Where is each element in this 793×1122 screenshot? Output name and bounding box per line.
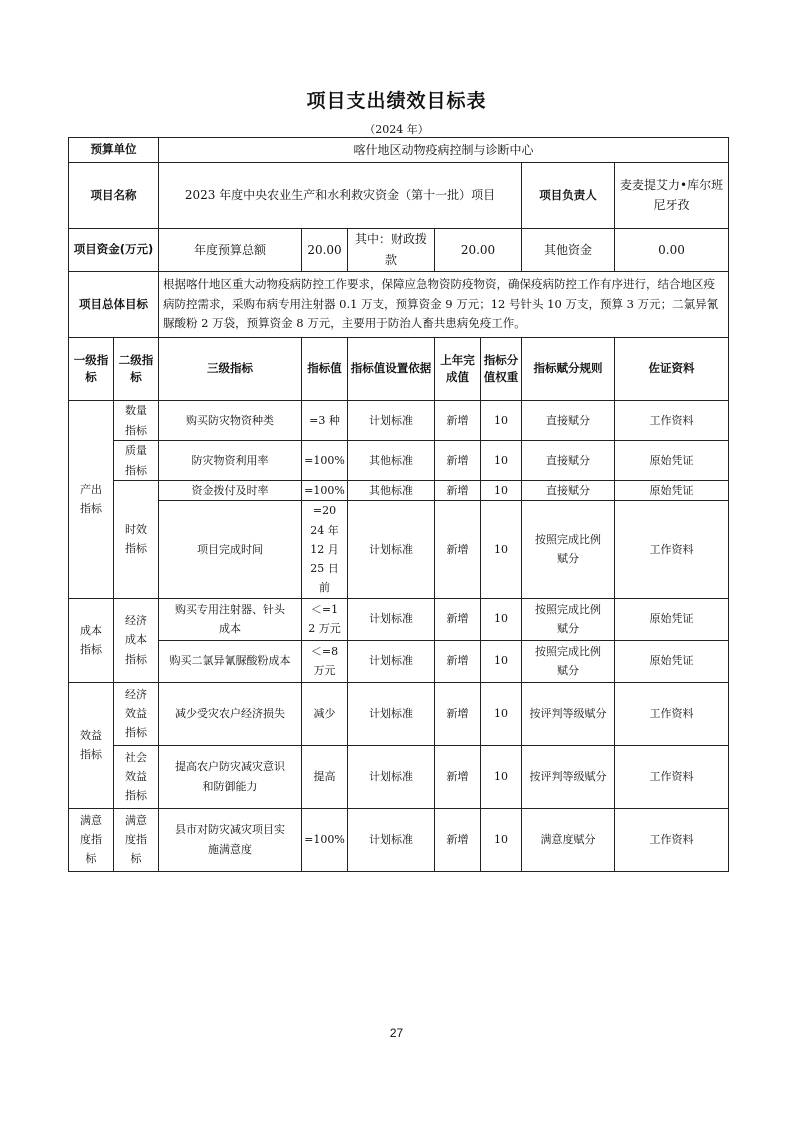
other-funds-label: 其他资金 [522, 229, 615, 272]
header-row [69, 338, 729, 401]
year-label: （2024 年） [364, 123, 429, 136]
evidence-cell: 原始凭证 [615, 481, 729, 501]
indicator-cell: 购买防灾物资种类 [159, 401, 302, 441]
header-evidence: 佐证资料 [615, 338, 729, 401]
goal-label: 项目总体目标 [69, 272, 159, 338]
weight-cell: 10 [481, 640, 522, 682]
weight-cell: 10 [481, 501, 522, 598]
value-cell: =2024 年 12 月 25 日前 [302, 501, 348, 598]
indicator-cell: 资金拨付及时率 [159, 481, 302, 501]
header-value: 指标值 [302, 338, 348, 401]
funds-label: 项目资金(万元) [69, 229, 159, 272]
last-year-cell: 新增 [435, 401, 481, 441]
last-year-cell: 新增 [435, 441, 481, 481]
rule-cell: 按照完成比例赋分 [522, 501, 615, 598]
indicator-cell: 购买专用注射器、针头成本 [159, 598, 302, 640]
subgroup-economic-benefit: 经济效益指标 [114, 682, 159, 745]
rule-cell: 按照完成比例赋分 [522, 598, 615, 640]
evidence-cell: 工作资料 [615, 401, 729, 441]
last-year-cell: 新增 [435, 598, 481, 640]
group-benefit: 效益指标 [69, 682, 114, 808]
header-level3: 三级指标 [159, 338, 302, 401]
manager-value: 麦麦提艾力•库尔班尼牙孜 [615, 163, 729, 229]
header-level1: 一级指标 [69, 338, 114, 401]
weight-cell: 10 [481, 441, 522, 481]
last-year-cell: 新增 [435, 640, 481, 682]
basis-cell: 计划标准 [348, 598, 435, 640]
last-year-cell: 新增 [435, 808, 481, 871]
indicator-cell: 减少受灾农户经济损失 [159, 682, 302, 745]
header-weight: 指标分值权重 [481, 338, 522, 401]
subgroup-economic-cost: 经济成本指标 [114, 598, 159, 682]
annual-budget-value: 20.00 [302, 229, 348, 272]
value-cell: ＜=12 万元 [302, 598, 348, 640]
value-cell: =3 种 [302, 401, 348, 441]
table-row [69, 441, 729, 481]
basis-cell: 其他标准 [348, 441, 435, 481]
subgroup-satisfaction: 满意度指标 [114, 808, 159, 871]
indicator-cell: 县市对防灾减灾项目实施满意度 [159, 808, 302, 871]
evidence-cell: 工作资料 [615, 745, 729, 808]
basis-cell: 计划标准 [348, 745, 435, 808]
budget-unit-row [69, 138, 729, 163]
evidence-cell: 原始凭证 [615, 598, 729, 640]
weight-cell: 10 [481, 808, 522, 871]
value-cell: 减少 [302, 682, 348, 745]
evidence-cell: 工作资料 [615, 501, 729, 598]
table-row [69, 598, 729, 640]
budget-unit-value: 喀什地区动物疫病控制与诊断中心 [159, 138, 729, 163]
budget-unit-label: 预算单位 [69, 138, 159, 163]
project-name-row [69, 163, 729, 229]
rule-cell: 按评判等级赋分 [522, 745, 615, 808]
basis-cell: 计划标准 [348, 640, 435, 682]
fiscal-label: 其中：财政拨款 [348, 229, 435, 272]
header-rule: 指标赋分规则 [522, 338, 615, 401]
table-row [69, 501, 729, 598]
subgroup-timeliness: 时效指标 [114, 481, 159, 599]
group-output: 产出指标 [69, 401, 114, 599]
basis-cell: 计划标准 [348, 401, 435, 441]
group-satisfaction: 满意度指标 [69, 808, 114, 871]
page-number: 27 [389, 1026, 404, 1040]
value-cell: ＜=8 万元 [302, 640, 348, 682]
evidence-cell: 工作资料 [615, 808, 729, 871]
weight-cell: 10 [481, 598, 522, 640]
header-level2: 二级指标 [114, 338, 159, 401]
evidence-cell: 原始凭证 [615, 640, 729, 682]
last-year-cell: 新增 [435, 745, 481, 808]
subgroup-quantity: 数量指标 [114, 401, 159, 441]
other-funds-value: 0.00 [615, 229, 729, 272]
table-row [69, 745, 729, 808]
header-last-year: 上年完成值 [435, 338, 481, 401]
header-basis: 指标值设置依据 [348, 338, 435, 401]
weight-cell: 10 [481, 682, 522, 745]
annual-budget-label: 年度预算总额 [159, 229, 302, 272]
weight-cell: 10 [481, 401, 522, 441]
last-year-cell: 新增 [435, 501, 481, 598]
basis-cell: 其他标准 [348, 481, 435, 501]
table-row [69, 401, 729, 441]
rule-cell: 按评判等级赋分 [522, 682, 615, 745]
rule-cell: 直接赋分 [522, 401, 615, 441]
project-name-value: 2023 年度中央农业生产和水利救灾资金（第十一批）项目 [159, 163, 522, 229]
evidence-cell: 原始凭证 [615, 441, 729, 481]
table-row [69, 808, 729, 871]
funds-row [69, 229, 729, 272]
indicator-cell: 项目完成时间 [159, 501, 302, 598]
value-cell: =100% [302, 481, 348, 501]
group-cost: 成本指标 [69, 598, 114, 682]
evidence-cell: 工作资料 [615, 682, 729, 745]
basis-cell: 计划标准 [348, 501, 435, 598]
indicator-cell: 购买二氯异氰脲酸粉成本 [159, 640, 302, 682]
table-row [69, 640, 729, 682]
goal-text: 根据喀什地区重大动物疫病防控工作要求，保障应急物资防疫物资，确保疫病防控工作有序进行，结合地区疫病防控需求，采购布病专用注射器 0.1 万支，预算资金 9 万元；12 号针头 10 万支，预算 3 万元；二氯异氰脲酸粉 2 万袋，预算资金 8 万元，主要用于防治人畜共患病免疫工作。 [159, 272, 729, 338]
value-cell: =100% [302, 441, 348, 481]
value-cell: =100% [302, 808, 348, 871]
last-year-cell: 新增 [435, 682, 481, 745]
rule-cell: 直接赋分 [522, 441, 615, 481]
rule-cell: 直接赋分 [522, 481, 615, 501]
weight-cell: 10 [481, 481, 522, 501]
subgroup-social-benefit: 社会效益指标 [114, 745, 159, 808]
value-cell: 提高 [302, 745, 348, 808]
weight-cell: 10 [481, 745, 522, 808]
rule-cell: 满意度赋分 [522, 808, 615, 871]
rule-cell: 按照完成比例赋分 [522, 640, 615, 682]
project-name-label: 项目名称 [69, 163, 159, 229]
indicator-cell: 提高农户防灾减灾意识和防御能力 [159, 745, 302, 808]
table-row [69, 481, 729, 501]
manager-label: 项目负责人 [522, 163, 615, 229]
goal-row [69, 272, 729, 338]
indicator-cell: 防灾物资利用率 [159, 441, 302, 481]
basis-cell: 计划标准 [348, 808, 435, 871]
last-year-cell: 新增 [435, 481, 481, 501]
subgroup-quality: 质量指标 [114, 441, 159, 481]
basis-cell: 计划标准 [348, 682, 435, 745]
page-title: 项目支出绩效目标表 [306, 90, 487, 112]
fiscal-value: 20.00 [435, 229, 522, 272]
performance-table [68, 137, 729, 872]
table-row [69, 682, 729, 745]
